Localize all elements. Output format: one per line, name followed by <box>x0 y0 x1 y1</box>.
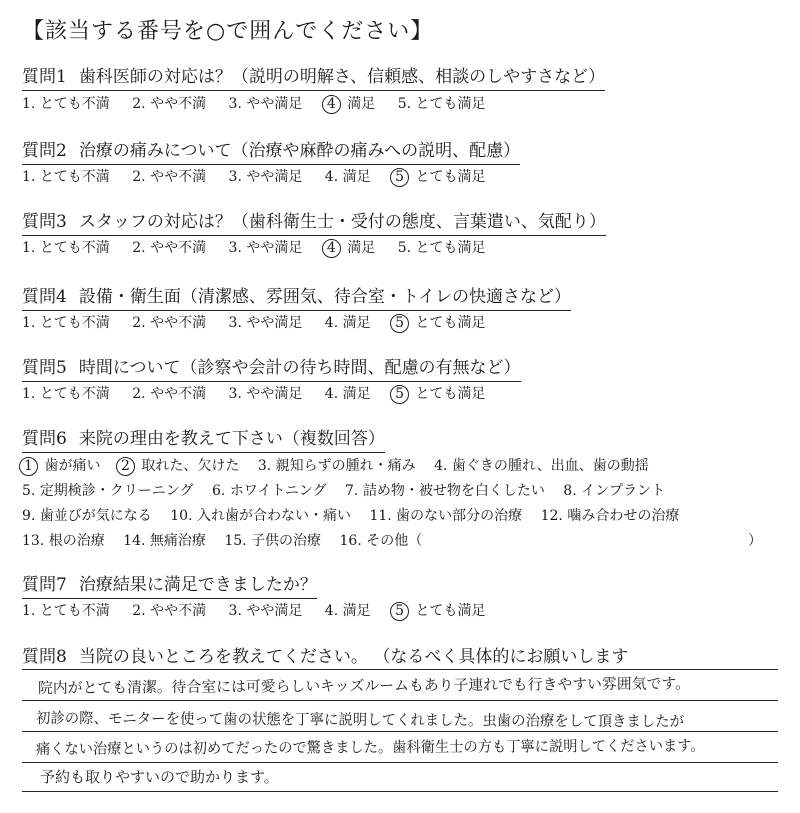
q6-option-5[interactable]: 5. 定期検診・クリーニング <box>22 483 194 499</box>
q4-option-5-selected[interactable]: 5 とても満足 <box>393 313 485 333</box>
q1-option-4-selected[interactable]: 4 満足 <box>325 94 375 114</box>
question-4-options <box>22 313 504 333</box>
q2-option-4[interactable]: 4. 満足 <box>324 169 371 185</box>
question-3-title: 質問3 スタッフの対応は？（歯科衛生士・受付の態度、言葉遣い、気配り） <box>22 211 606 236</box>
q6-option-9[interactable]: 9. 歯並びが気になる <box>22 508 152 524</box>
q6-option-3[interactable]: 3. 親知らずの腫れ・痛み <box>257 458 416 474</box>
q6-option-16[interactable]: 16. その他（ <box>339 533 423 549</box>
q1-option-3[interactable]: 3. やや満足 <box>228 96 303 112</box>
q6-option-12[interactable]: 12. 噛み合わせの治療 <box>540 508 680 524</box>
q4-option-1[interactable]: 1. とても不満 <box>22 315 110 331</box>
q7-option-1[interactable]: 1. とても不満 <box>22 603 110 619</box>
question-1-title: 質問1 歯科医師の対応は？（説明の明解さ、信頼感、相談のしやすさなど） <box>22 66 605 91</box>
handwritten-answer-line-4: 予約も取りやすいので助かります。 <box>40 768 279 786</box>
question-7-title: 質問7 治療結果に満足できましたか？ <box>22 574 317 599</box>
handwritten-answer-line-2: 初診の際、モニターを使って歯の状態を丁寧に説明してくれました。虫歯の治療をして頂きましたが <box>35 709 685 731</box>
question-5-title: 質問5 時間について（診察や会計の待ち時間、配慮の有無など） <box>22 357 521 382</box>
q2-option-5-selected[interactable]: 5 とても満足 <box>393 167 485 187</box>
question-5-options <box>22 384 504 404</box>
q1-option-5[interactable]: 5. とても満足 <box>397 96 486 112</box>
q6-option-15[interactable]: 15. 子供の治療 <box>224 533 322 549</box>
answer-line-4 <box>22 762 778 763</box>
q5-option-1[interactable]: 1. とても不満 <box>22 386 110 402</box>
q4-option-4[interactable]: 4. 満足 <box>324 315 371 331</box>
q4-option-3[interactable]: 3. やや満足 <box>228 315 303 331</box>
q6-option-11[interactable]: 11. 歯のない部分の治療 <box>369 508 523 524</box>
selection-circle: 5 <box>390 385 409 404</box>
q5-option-4[interactable]: 4. 満足 <box>324 386 371 402</box>
question-6-row-2 <box>22 481 679 501</box>
q3-option-2[interactable]: 2. やや不満 <box>132 240 207 256</box>
q7-option-5-selected[interactable]: 5 とても満足 <box>393 601 485 621</box>
q6-option-8[interactable]: 8. インプラント <box>563 483 666 499</box>
q6-option-7[interactable]: 7. 詰め物・被せ物を白くしたい <box>345 483 545 499</box>
q3-option-3[interactable]: 3. やや満足 <box>228 240 303 256</box>
question-6-row-1 <box>22 456 663 476</box>
q7-option-2[interactable]: 2. やや不満 <box>132 603 207 619</box>
q2-option-3[interactable]: 3. やや満足 <box>228 169 303 185</box>
q6-option-14[interactable]: 14. 無痛治療 <box>123 533 206 549</box>
answer-line-1 <box>22 669 778 670</box>
selection-circle: 5 <box>390 168 409 187</box>
q4-option-2[interactable]: 2. やや不満 <box>132 315 207 331</box>
question-3-options <box>22 238 504 258</box>
selection-circle: 5 <box>390 602 409 621</box>
instruction-header: 【該当する番号を○で囲んでください】 <box>22 19 434 44</box>
question-8-title: 質問8 当院の良いところを教えてください。 （なるべく具体的にお願いします <box>22 647 629 667</box>
q3-option-1[interactable]: 1. とても不満 <box>22 240 110 256</box>
q5-option-2[interactable]: 2. やや不満 <box>132 386 207 402</box>
answer-line-5 <box>22 791 778 792</box>
question-6-row-4 <box>22 531 436 551</box>
question-2-title: 質問2 治療の痛みについて（治療や麻酔の痛みへの説明、配慮） <box>22 140 520 165</box>
q7-option-3[interactable]: 3. やや満足 <box>228 603 303 619</box>
q3-option-4-selected[interactable]: 4 満足 <box>325 238 375 258</box>
question-2-options <box>22 167 504 187</box>
q6-option-10[interactable]: 10. 入れ歯が合わない・痛い <box>170 508 351 524</box>
question-6-row-3 <box>22 506 693 526</box>
question-7-options <box>22 601 504 621</box>
q6-option-13[interactable]: 13. 根の治療 <box>22 533 105 549</box>
q6-option-6[interactable]: 6. ホワイトニング <box>212 483 327 499</box>
q1-option-2[interactable]: 2. やや不満 <box>132 96 207 112</box>
selection-circle: 1 <box>19 457 38 476</box>
q6-option-2-selected[interactable]: 2 取れた、欠けた <box>119 456 239 476</box>
handwritten-answer-line-1: 院内がとても清潔。待合室には可愛らしいキッズルームもあり子連れでも行きやすい雰囲気です。 <box>37 674 690 697</box>
q6-option-4[interactable]: 4. 歯ぐきの腫れ、出血、歯の動揺 <box>434 458 649 474</box>
question-1-options <box>22 94 504 114</box>
question-4-title: 質問4 設備・衛生面（清潔感、雰囲気、待合室・トイレの快適さなど） <box>22 286 571 311</box>
q1-option-1[interactable]: 1. とても不満 <box>22 96 110 112</box>
q2-option-1[interactable]: 1. とても不満 <box>22 169 110 185</box>
q6-option-1-selected[interactable]: 1 歯が痛い <box>22 456 100 476</box>
q6-other-close-paren: ） <box>748 533 762 549</box>
q5-option-5-selected[interactable]: 5 とても満足 <box>393 384 485 404</box>
question-6-title: 質問6 来院の理由を教えて下さい（複数回答） <box>22 428 385 453</box>
handwritten-answer-line-3: 痛くない治療というのは初めてだったので驚きました。歯科衛生士の方も丁寧に説明してくださいます。 <box>35 736 705 758</box>
selection-circle: 4 <box>322 95 341 114</box>
selection-circle: 2 <box>116 457 135 476</box>
selection-circle: 5 <box>390 314 409 333</box>
q7-option-4[interactable]: 4. 満足 <box>324 603 371 619</box>
q3-option-5[interactable]: 5. とても満足 <box>397 240 486 256</box>
selection-circle: 4 <box>322 239 341 258</box>
q5-option-3[interactable]: 3. やや満足 <box>228 386 303 402</box>
q2-option-2[interactable]: 2. やや不満 <box>132 169 207 185</box>
answer-line-2 <box>22 700 778 701</box>
